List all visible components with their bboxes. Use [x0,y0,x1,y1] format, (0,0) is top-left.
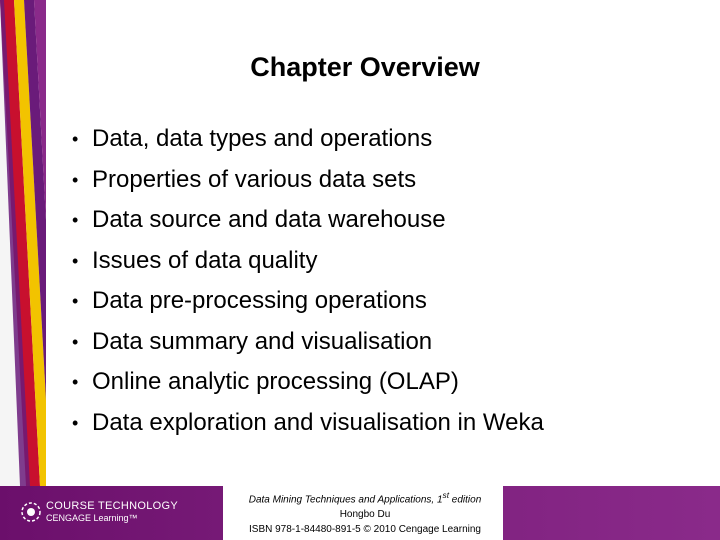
list-item [72,362,544,403]
book-title-line [215,488,515,507]
bullet-glyph: • [72,210,79,230]
list-item [72,119,544,160]
bullet-glyph: • [72,331,79,352]
bullet-list [72,119,544,443]
edition-suffix: edition [449,494,482,506]
list-item [72,403,544,444]
bullet-text: Online analytic processing (OLAP) [92,368,459,395]
bullet-text: Data summary and visualisation [92,327,433,355]
logo-line-1: COURSE TECHNOLOGY [46,500,179,512]
bullet-glyph: • [72,412,79,433]
bullet-text: Issues of data quality [92,246,318,274]
bullet-text: Data exploration and visualisation in Weka [92,408,544,436]
publisher-logo-text [46,500,178,524]
bullet-glyph: • [72,129,79,149]
bullet-glyph: • [72,250,79,271]
bullet-text: Data pre-processing operations [92,287,427,314]
isbn-line: ISBN 978-1-84480-891-5 © 2010 Cengage Learning [249,524,481,536]
bullet-text: Properties of various data sets [92,165,417,193]
bullet-text: Data source and data warehouse [92,206,446,233]
book-title: Data Mining Techniques and Applications, 1 [248,494,443,506]
bullet-glyph: • [72,372,79,392]
list-item [72,322,544,363]
bullet-text: Data, data types and operations [92,125,433,152]
list-item [72,281,544,322]
slide-title: Chapter Overview [250,52,480,82]
logo-line-2: CENGAGE Learning™ [46,513,138,523]
book-citation [215,488,515,537]
bullet-glyph: • [72,291,79,311]
author-name: Hongbo Du [339,509,391,521]
list-item [72,200,544,241]
list-item [72,241,544,282]
bullet-glyph: • [72,169,79,190]
edition-superscript: st [442,490,450,500]
publisher-logo [20,500,178,524]
course-technology-logo-icon [20,501,42,523]
list-item [72,160,544,201]
